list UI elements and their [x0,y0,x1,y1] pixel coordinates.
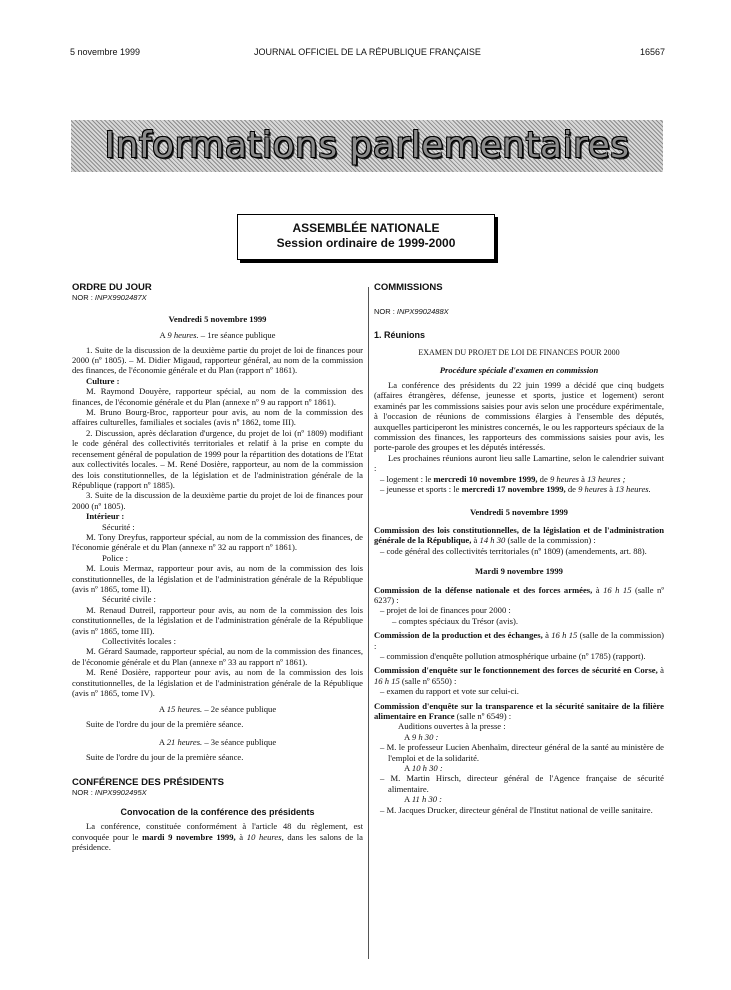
audition-2-time: A 10 h 30 : [404,763,443,774]
right-column [374,283,664,963]
page-header [70,47,665,61]
convocation-title: Convocation de la conférence des présidents [120,806,315,817]
commissions-nor: NOR : INPX9902488X [374,307,449,317]
agenda-item-1: 1. Suite de la discussion de la deuxième partie du projet de loi de finances pour 2000 (nº 1805). – M. Didier Migaud, rapporteur général, au nom de la commission des finances, de l'économie générale et du Plan (rapport nº 1861). [72,344,363,376]
police-label: Police : [102,552,129,563]
agenda-item-2: 2. Discussion, après déclaration d'urgence, du projet de loi (nº 1809) modifiant le code général des collectivités territoriales et relatif à la prise en compte du recensement général de population de 1999 pour la répartition des dotations de l'Etat aux collectivités locales. – M. René Dosière, rapporteur, au nom de la commission des lois constitutionnelles, de la législation et de l'administration générale de la République (rapport nº 1885). [72,427,363,490]
securite-text: M. Tony Dreyfus, rapporteur spécial, au nom de la commission des finances, de l'économie générale et du Plan (annexe nº 32 au rapport nº 1861). [72,531,363,553]
ordre-du-jour-title: ORDRE DU JOUR [72,282,152,293]
culture-rapporteur-1: M. Raymond Douyère, rapporteur spécial, au nom de la commission des finances, de l'économie générale et du Plan (annexe nº 9 au rapport nº 1861). [72,386,363,407]
collectivites-text-1: M. Gérard Saumade, rapporteur spécial, au nom de la commission des finances, de l'économie générale et du Plan (annexe nº 33 au rapport nº 1861). [72,646,363,667]
police-text: M. Louis Mermaz, rapporteur pour avis, au nom de la commission des lois constitutionnelles, de la législation et de l'administration générale de la République (avis nº 1865, tome II). [72,563,363,594]
session-1: A 9 heures. – 1re séance publique [159,330,276,341]
assembly-name: ASSEMBLÉE NATIONALE [292,221,440,235]
ordre-nor: NOR : INPX9902487X [72,293,147,303]
audition-1-time: A 9 h 30 : [404,731,439,742]
agenda-item-3: 3. Suite de la discussion de la deuxième partie du projet de loi de finances pour 2000 (nº 1805). [72,490,363,511]
collectivites-label: Collectivités locales : [102,636,176,646]
audition-2-text: – M. Martin Hirsch, directeur général de l'Agence française de sécurité alimentaire. [380,773,664,794]
left-column [72,283,363,963]
audition-3-time: A 11 h 30 : [404,794,443,805]
auditions-label: Auditions ouvertes à la presse : [398,721,506,732]
procedure-paragraph: La conférence des présidents du 22 juin 1999 a décidé que cinq budgets (affaires étrangères, défense, jeunesse et sports, justice et logement) seront examinés par les commissions saisies pour avis selon une procédure expérimentale, à l'occasion de réunions de commissions élargies à l'ensemble des députés, auxquelles participeront les ministres concernés, le ou les rapporteurs spéciaux de la commission des finances, les rapporteurs des commissions saisies pour avis, les porte-parole des groupes et les députés intéressés. [374,380,664,453]
header-journal-title: JOURNAL OFFICIEL DE LA RÉPUBLIQUE FRANÇAISE [254,47,481,57]
culture-label: Culture : [86,375,120,386]
commission-production-item: – commission d'enquête pollution atmosphérique urbaine (nº 1785) (rapport). [380,650,646,661]
procedure-heading: Procédure spéciale d'examen en commission [439,364,599,375]
culture-rapporteur-2: M. Bruno Bourg-Broc, rapporteur pour avis, au nom de la commission des affaires culturelles, familiales et sociales (avis nº 1862, tome III). [72,407,363,428]
session-3: A 21 heures. – 3e séance publique [158,737,277,748]
commission-corse: Commission d'enquête sur le fonctionnement des forces de sécurité en Corse, à 16 h 15 (salle nº 6550) : [374,665,664,686]
session-3-follow: Suite de l'ordre du jour de la première séance. [86,751,244,762]
commission-corse-item: – examen du rapport et vote sur celui-ci. [380,686,519,697]
column-divider [368,287,369,959]
securite-civile-text: M. Renaud Dutreil, rapporteur pour avis, au nom de la commission des lois constitutionnelles, de la législation et de l'administration générale de la République (avis nº 1865, tome III). [72,604,363,636]
assembly-box [237,214,495,260]
day-heading-friday: Vendredi 5 novembre 1999 [470,506,568,517]
header-date: 5 novembre 1999 [70,47,141,57]
convocation-text: La conférence, constituée conformément à l'article 48 du règlement, est convoquée pour le mardi 9 novembre 1999, à 10 heures, dans les salons de la présidence. [72,821,364,853]
day-heading: Vendredi 5 novembre 1999 [168,313,267,324]
section-banner [71,120,663,172]
securite-civile-label: Sécurité civile : [102,594,156,605]
commissions-title: COMMISSIONS [374,282,443,293]
interieur-label: Intérieur : [86,511,125,522]
commission-defense-subitem: – comptes spéciaux du Trésor (avis). [392,615,519,626]
calendar-intro: Les prochaines réunions auront lieu salle Lamartine, selon le calendrier suivant : [374,452,664,474]
day-heading-tuesday: Mardi 9 novembre 1999 [475,566,563,577]
reunions-heading: 1. Réunions [374,329,426,340]
conference-nor: NOR : INPX9902495X [72,788,147,798]
examen-heading: EXAMEN DU PROJET DE LOI DE FINANCES POUR 2000 [418,348,620,358]
commission-lois-item: – code général des collectivités territoriales (nº 1809) (amendements, art. 88). [380,545,647,556]
session-2: A 15 heures. – 2e séance publique [158,704,277,715]
commission-production: Commission de la production et des échanges, à 16 h 15 (salle de la commission) : [374,630,664,651]
jeunesse-line: – jeunesse et sports : le mercredi 17 novembre 1999, de 9 heures à 13 heures. [380,484,651,495]
banner-title: Informations parlementaires [104,125,630,166]
commission-lois: Commission des lois constitutionnelles, de la législation et de l'administration générale de la République, à 14 h 30 (salle de la commission) : [374,524,664,546]
session-2-follow: Suite de l'ordre du jour de la première séance. [86,718,244,729]
session-label: Session ordinaire de 1999-2000 [276,236,456,250]
commission-alimentaire: Commission d'enquête sur la transparence et la sécurité sanitaire de la filière alimentaire en France (salle nº 6549) : [374,700,664,721]
audition-3-text: – M. Jacques Drucker, directeur général de l'Institut national de veille sanitaire. [380,804,653,815]
logement-line: – logement : le mercredi 10 novembre 1999, de 9 heures à 13 heures ; [380,473,626,484]
header-page-number: 16567 [639,47,665,57]
conference-title: CONFÉRENCE DES PRÉSIDENTS [72,777,225,789]
collectivites-text-2: M. René Dosière, rapporteur pour avis, au nom de la commission des lois constitutionnelles, de la législation et de l'administration générale de la République (avis nº 1865, tome IV). [72,667,363,699]
commission-defense-item: – projet de loi de finances pour 2000 : [380,605,511,616]
securite-label: Sécurité : [102,521,135,532]
audition-1-text: – M. le professeur Lucien Abenhaïm, directeur général de la santé au ministère de l'emploi et de la solidarité. [380,742,664,763]
commission-defense: Commission de la défense nationale et des forces armées, à 16 h 15 (salle nº 6237) : [374,584,664,605]
